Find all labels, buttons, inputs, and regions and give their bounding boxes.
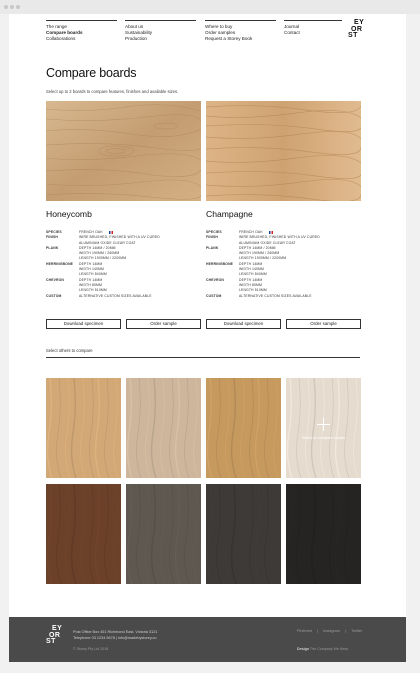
spec-plank-line: LENGTH 1900MM / 2200MM bbox=[239, 256, 287, 261]
spec-key: HERRINGBONE bbox=[206, 261, 234, 266]
wood-swatch bbox=[126, 484, 201, 584]
download-specimen-button-champagne[interactable]: Download specimen bbox=[206, 319, 281, 329]
social-link-twitter[interactable]: Twitter bbox=[351, 629, 363, 633]
logo-line-3: ST bbox=[348, 32, 358, 40]
wood-swatch bbox=[46, 484, 121, 584]
wood-swatch bbox=[126, 378, 201, 478]
spec-species-value: FRENCH OAK bbox=[239, 230, 263, 234]
site-footer bbox=[9, 617, 406, 662]
spec-row-plank bbox=[46, 246, 201, 262]
swatch-tile[interactable] bbox=[46, 378, 121, 478]
spec-herringbone-line: DEPTH 14MM bbox=[79, 261, 103, 266]
spec-key: PLANK bbox=[206, 245, 219, 250]
footer-logo[interactable] bbox=[46, 626, 62, 646]
spec-finish-line: ALUMINIUM OXIDE CLEAR COAT bbox=[79, 240, 136, 245]
social-link-pinterest[interactable]: Pinterest bbox=[297, 629, 312, 633]
swatch-tile[interactable] bbox=[46, 484, 121, 584]
browser-chrome bbox=[0, 0, 420, 14]
spec-plank-line: LENGTH 1900MM / 2200MM bbox=[79, 256, 127, 261]
plus-icon bbox=[317, 418, 330, 431]
wood-swatch bbox=[286, 484, 361, 584]
nav-link-compare-boards[interactable]: Compare boards bbox=[46, 30, 83, 36]
spec-row-custom bbox=[206, 294, 361, 299]
spec-chevron-line: WIDTH 80MM bbox=[79, 282, 102, 287]
spec-value bbox=[239, 278, 361, 294]
nav-link-journal[interactable]: Journal bbox=[284, 24, 300, 29]
footer-address: Post Office Box 451 Richmond East, Victoria 3121 bbox=[73, 630, 158, 634]
spec-row-chevron bbox=[46, 278, 201, 294]
france-flag-icon bbox=[109, 231, 113, 234]
spec-key: CHEVRON bbox=[206, 277, 225, 282]
spec-finish-line: WIRE BRUSHED, FINISHED WITH A UV CURED bbox=[79, 235, 160, 240]
spec-key: CUSTOM bbox=[206, 293, 222, 298]
nav-column-3 bbox=[205, 20, 276, 50]
board-name-champagne: Champagne bbox=[206, 209, 253, 219]
spec-custom-value: ALTERNATIVE CUSTOM SIZES AVAILABLE bbox=[79, 293, 152, 298]
spec-herringbone-line: LENGTH 840MM bbox=[79, 272, 107, 277]
spec-key: HERRINGBONE bbox=[46, 261, 74, 266]
nav-link-sustainability[interactable]: Sustainability bbox=[125, 30, 153, 36]
spec-herringbone-line: LENGTH 840MM bbox=[239, 272, 267, 277]
select-others-label: Select others to compare bbox=[46, 348, 93, 353]
footer-logo-line-2: OR bbox=[49, 631, 61, 639]
window-maximize-dot[interactable] bbox=[16, 5, 20, 9]
spec-herringbone-line: WIDTH 140MM bbox=[79, 267, 105, 272]
spec-chevron-line: LENGTH 510MM bbox=[239, 288, 267, 293]
download-specimen-button-honeycomb[interactable]: Download specimen bbox=[46, 319, 121, 329]
spec-key: CUSTOM bbox=[46, 293, 62, 298]
select-to-compare-label: Select to compare boards bbox=[301, 436, 346, 440]
spec-value bbox=[239, 246, 361, 262]
logo-line-2: OR bbox=[351, 25, 363, 33]
nav-link-order-samples[interactable]: Order samples bbox=[205, 30, 236, 36]
design-label: Design bbox=[297, 647, 309, 651]
spec-chevron-line: DEPTH 14MM bbox=[239, 277, 263, 282]
window-close-dot[interactable] bbox=[4, 5, 8, 9]
footer-design-credit bbox=[297, 647, 348, 651]
spec-key: SPECIES bbox=[46, 230, 62, 234]
social-separator: | bbox=[345, 629, 347, 633]
social-link-instagram[interactable]: Instagram bbox=[323, 629, 340, 633]
nav-link-where-to-buy[interactable]: Where to buy bbox=[205, 24, 233, 29]
footer-logo-line-3: ST bbox=[46, 638, 56, 646]
spec-herringbone-line: DEPTH 14MM bbox=[239, 261, 263, 266]
spec-row-plank bbox=[206, 246, 361, 262]
main-nav bbox=[46, 20, 342, 56]
nav-link-request-book[interactable]: Request a Storey Book bbox=[205, 36, 253, 42]
spec-plank-line: DEPTH 14MM / 20MM bbox=[79, 245, 116, 250]
board-image-champagne bbox=[206, 101, 361, 201]
spec-plank-line: WIDTH 190MM / 260MM bbox=[239, 251, 280, 256]
spec-value bbox=[79, 262, 201, 278]
board-image-honeycomb bbox=[46, 101, 201, 201]
footer-logo-line-1: EY bbox=[52, 625, 63, 632]
order-sample-button-honeycomb[interactable]: Order sample bbox=[126, 319, 201, 329]
board-name-honeycomb: Honeycomb bbox=[46, 209, 92, 219]
spec-finish-line: WIRE BRUSHED, FINISHED WITH A UV CURED bbox=[239, 235, 320, 240]
spec-row-herringbone bbox=[206, 262, 361, 278]
spec-row-chevron bbox=[206, 278, 361, 294]
footer-address-block bbox=[73, 629, 158, 641]
spec-row-herringbone bbox=[46, 262, 201, 278]
design-credit-link[interactable]: The Company We Keep bbox=[309, 647, 349, 651]
swatch-tile[interactable] bbox=[126, 378, 201, 478]
spec-key: PLANK bbox=[46, 245, 59, 250]
spec-custom-value: ALTERNATIVE CUSTOM SIZES AVAILABLE bbox=[239, 293, 312, 298]
social-separator: | bbox=[317, 629, 319, 633]
spec-value bbox=[79, 246, 201, 262]
nav-link-collaborations[interactable]: Collaborations bbox=[46, 36, 76, 42]
nav-link-production[interactable]: Production bbox=[125, 36, 147, 42]
page-intro: Select up to 2 boards to compare features, finishes and available sizes. bbox=[46, 89, 179, 94]
france-flag-icon bbox=[269, 231, 273, 234]
spec-herringbone-line: WIDTH 140MM bbox=[239, 267, 265, 272]
spec-row-custom bbox=[46, 294, 201, 299]
nav-link-about-us[interactable]: About us bbox=[125, 24, 144, 29]
spec-key: FINISH bbox=[206, 235, 219, 240]
specs-honeycomb bbox=[46, 230, 201, 299]
spec-key: CHEVRON bbox=[46, 277, 65, 282]
footer-copyright: © Storey Pty Ltd 2018 bbox=[73, 647, 109, 651]
nav-link-contact[interactable]: Contact bbox=[284, 30, 300, 36]
spec-plank-line: DEPTH 14MM / 20MM bbox=[239, 245, 276, 250]
nav-column-1 bbox=[46, 20, 117, 50]
window-minimize-dot[interactable] bbox=[10, 5, 14, 9]
spec-key: FINISH bbox=[46, 235, 59, 240]
specs-champagne bbox=[206, 230, 361, 299]
order-sample-button-champagne[interactable]: Order sample bbox=[286, 319, 361, 329]
spec-row-finish bbox=[206, 235, 361, 246]
wood-swatch bbox=[206, 484, 281, 584]
spec-value bbox=[239, 262, 361, 278]
nav-link-the-range[interactable]: The range bbox=[46, 24, 67, 29]
spec-chevron-line: DEPTH 14MM bbox=[79, 277, 103, 282]
spec-chevron-line: WIDTH 80MM bbox=[239, 282, 262, 287]
swatch-tile[interactable] bbox=[206, 484, 281, 584]
spec-chevron-line: LENGTH 510MM bbox=[79, 288, 107, 293]
spec-value bbox=[239, 235, 361, 246]
swatch-tile[interactable] bbox=[286, 484, 361, 584]
footer-social-links bbox=[297, 629, 362, 633]
wood-texture-champagne bbox=[206, 101, 361, 201]
divider bbox=[46, 357, 360, 358]
swatch-tile[interactable] bbox=[206, 378, 281, 478]
page-title: Compare boards bbox=[46, 66, 137, 80]
page bbox=[9, 14, 406, 662]
wood-swatch bbox=[46, 378, 121, 478]
spec-row-finish bbox=[46, 235, 201, 246]
spec-species-value: FRENCH OAK bbox=[79, 230, 103, 234]
logo-line-1: EY bbox=[354, 19, 365, 26]
brand-logo[interactable] bbox=[348, 20, 364, 48]
nav-column-2 bbox=[125, 20, 196, 50]
spec-key: SPECIES bbox=[206, 230, 222, 234]
nav-column-4 bbox=[284, 20, 342, 50]
spec-plank-line: WIDTH 190MM / 260MM bbox=[79, 251, 120, 256]
spec-value bbox=[79, 235, 201, 246]
swatch-tile[interactable] bbox=[126, 484, 201, 584]
spec-finish-line: ALUMINIUM OXIDE CLEAR COAT bbox=[239, 240, 296, 245]
spec-value bbox=[79, 278, 201, 294]
swatch-tile-select[interactable] bbox=[286, 378, 361, 478]
wood-swatch bbox=[206, 378, 281, 478]
wood-texture-honeycomb bbox=[46, 101, 201, 201]
footer-contact[interactable]: Telephone 03 1234 5678 | info@madebystorey.co bbox=[73, 636, 157, 640]
